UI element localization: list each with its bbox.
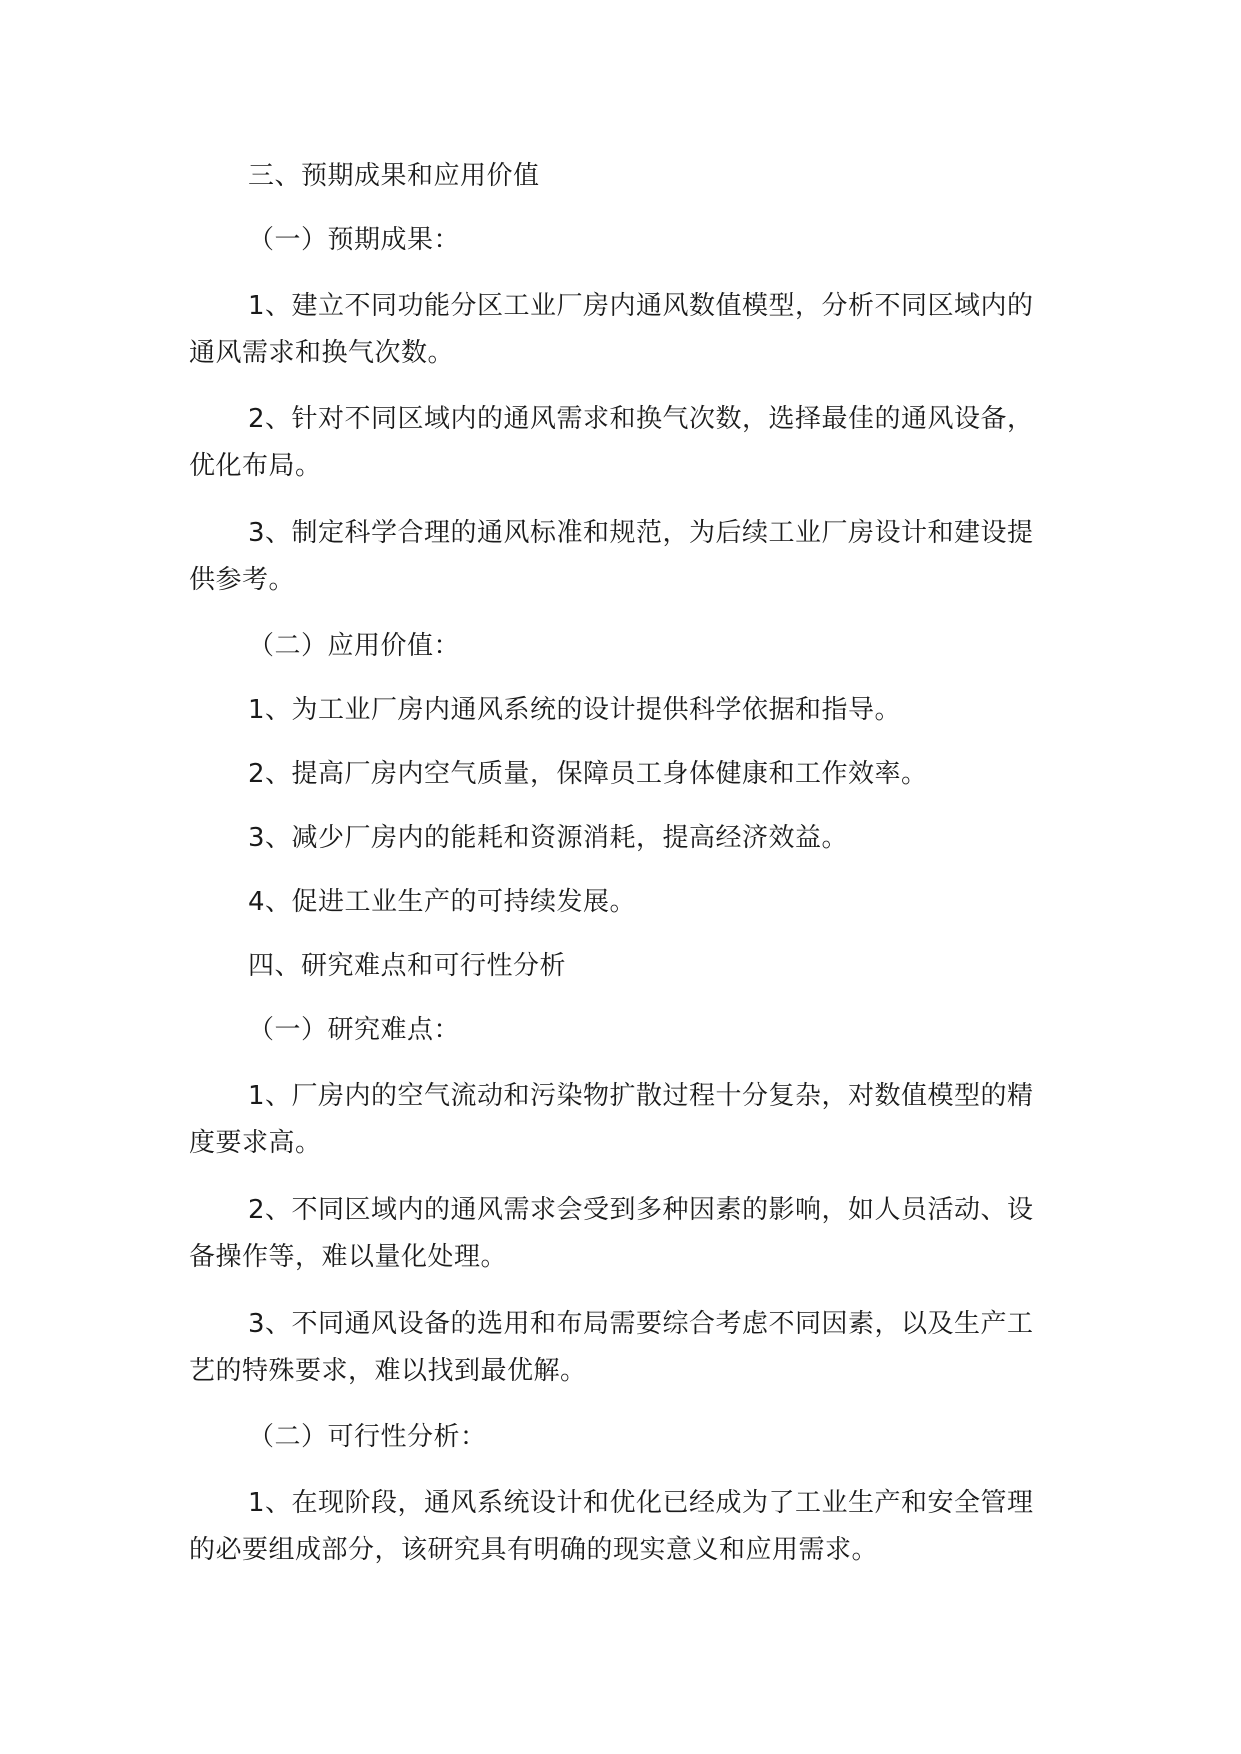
paragraph-line: 通风需求和换气次数。 (189, 338, 455, 368)
paragraph-line: 备操作等，难以量化处理。 (189, 1242, 508, 1272)
section-heading-4: 四、研究难点和可行性分析 (248, 951, 567, 981)
paragraph-line: 1、厂房内的空气流动和污染物扩散过程十分复杂，对数值模型的精 (248, 1081, 1034, 1111)
paragraph-line: 度要求高。 (189, 1128, 322, 1158)
section-heading-3: 三、预期成果和应用价值 (248, 161, 540, 191)
paragraph-line: 供参考。 (189, 565, 296, 595)
paragraph-line: 3、不同通风设备的选用和布局需要综合考虑不同因素，以及生产工 (248, 1309, 1034, 1339)
paragraph-line: 艺的特殊要求，难以找到最优解。 (189, 1356, 587, 1386)
subsection-heading-expected-results: （一）预期成果： (248, 225, 461, 255)
paragraph-line: 2、不同区域内的通风需求会受到多种因素的影响，如人员活动、设 (248, 1195, 1034, 1225)
list-item: 1、为工业厂房内通风系统的设计提供科学依据和指导。 (248, 695, 902, 725)
paragraph-line: 2、针对不同区域内的通风需求和换气次数，选择最佳的通风设备， (248, 404, 1034, 434)
subsection-heading-feasibility: （二）可行性分析： (248, 1422, 487, 1452)
paragraph-line: 的必要组成部分，该研究具有明确的现实意义和应用需求。 (189, 1535, 879, 1565)
paragraph-line: 3、制定科学合理的通风标准和规范，为后续工业厂房设计和建设提 (248, 518, 1034, 548)
paragraph-line: 1、建立不同功能分区工业厂房内通风数值模型，分析不同区域内的 (248, 291, 1034, 321)
paragraph-line: 1、在现阶段，通风系统设计和优化已经成为了工业生产和安全管理 (248, 1488, 1034, 1518)
subsection-heading-difficulties: （一）研究难点： (248, 1015, 461, 1045)
paragraph-line: 优化布局。 (189, 451, 322, 481)
list-item: 4、促进工业生产的可持续发展。 (248, 887, 637, 917)
subsection-heading-application-value: （二）应用价值： (248, 631, 461, 661)
list-item: 2、提高厂房内空气质量，保障员工身体健康和工作效率。 (248, 759, 928, 789)
list-item: 3、减少厂房内的能耗和资源消耗，提高经济效益。 (248, 823, 849, 853)
